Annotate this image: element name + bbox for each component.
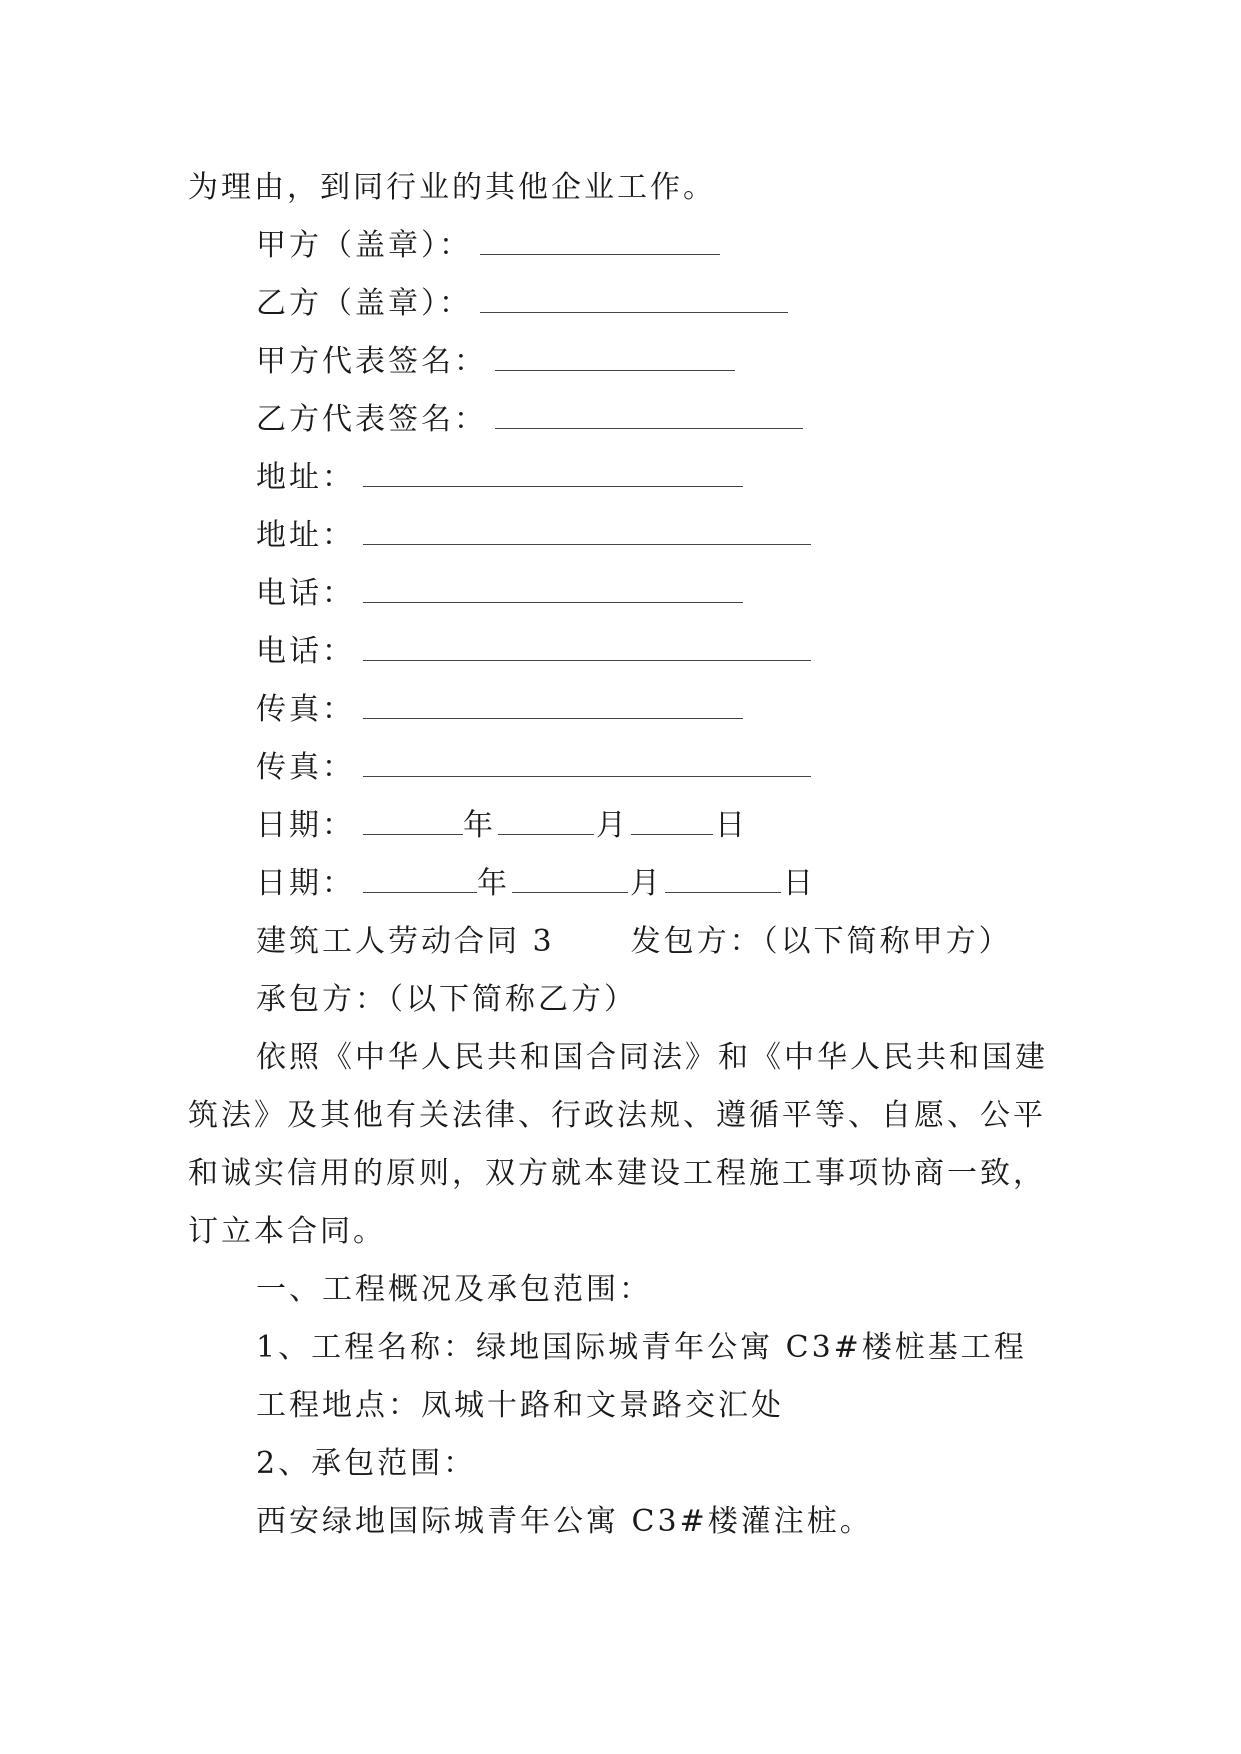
date-b-row: [256, 864, 816, 904]
party-b-seal-row: [256, 284, 788, 324]
party-a-rep-label: 甲方代表签名：: [256, 344, 487, 379]
paragraph-line: 筑法》及其他有关法律、行政法规、遵循平等、自愿、公平: [188, 1098, 1046, 1133]
address-b-row: [256, 516, 811, 556]
date-b-month-blank[interactable]: [512, 866, 628, 893]
party-b-rep-blank[interactable]: [495, 402, 803, 429]
phone-b-blank[interactable]: [363, 634, 811, 661]
contract-title: 建筑工人劳动合同 3: [256, 924, 555, 959]
paragraph-line: 依照《中华人民共和国合同法》和《中华人民共和国建: [256, 1040, 1048, 1075]
scope-heading: 2、承包范围：: [256, 1446, 477, 1481]
party-a-rep-blank[interactable]: [495, 344, 735, 371]
date-a-month-unit: 月: [596, 808, 629, 843]
date-b-label: 日期：: [256, 866, 355, 901]
project-location-line: 工程地点：凤城十路和文景路交汇处: [256, 1388, 784, 1423]
phone-a-label: 电话：: [256, 576, 355, 611]
date-a-label: 日期：: [256, 808, 355, 843]
phone-a-row: [256, 574, 743, 614]
party-a-seal-label: 甲方（盖章）：: [256, 228, 472, 263]
address-a-label: 地址：: [256, 460, 355, 495]
project-name-line: 1、工程名称：绿地国际城青年公寓 C3#楼桩基工程: [256, 1330, 1027, 1365]
party-a-rep-row: [256, 342, 735, 382]
scope-line: 西安绿地国际城青年公寓 C3#楼灌注桩。: [256, 1504, 873, 1539]
fax-b-label: 传真：: [256, 750, 355, 785]
fax-a-label: 传真：: [256, 692, 355, 727]
date-a-row: [256, 806, 748, 846]
fax-a-row: [256, 690, 743, 730]
fax-a-blank[interactable]: [363, 692, 743, 719]
phone-b-label: 电话：: [256, 634, 355, 669]
section-heading: 一、工程概况及承包范围：: [256, 1272, 652, 1307]
date-a-day-blank[interactable]: [631, 808, 713, 835]
date-b-year-unit: 年: [477, 866, 510, 901]
contractor-line: 承包方：（以下简称乙方）: [256, 982, 637, 1017]
date-b-day-unit: 日: [783, 866, 816, 901]
fax-b-row: [256, 748, 811, 788]
party-a-seal-blank[interactable]: [480, 228, 720, 255]
date-a-month-blank[interactable]: [498, 808, 594, 835]
date-b-year-blank[interactable]: [363, 866, 477, 893]
party-a-seal-row: [256, 226, 720, 266]
party-b-seal-label: 乙方（盖章）：: [256, 286, 472, 321]
paragraph-line: 和诚实信用的原则，双方就本建设工程施工事项协商一致，: [188, 1156, 1046, 1191]
party-b-seal-blank[interactable]: [480, 286, 788, 313]
employer-line: 发包方：（以下简称甲方）: [630, 924, 1012, 959]
contract-header-row: [256, 922, 1012, 962]
address-b-blank[interactable]: [363, 518, 811, 545]
date-a-year-blank[interactable]: [363, 808, 463, 835]
party-b-rep-row: [256, 400, 803, 440]
date-a-day-unit: 日: [715, 808, 748, 843]
date-b-month-unit: 月: [630, 866, 663, 901]
party-b-rep-label: 乙方代表签名：: [256, 402, 487, 437]
address-a-row: [256, 458, 743, 498]
fax-b-blank[interactable]: [363, 750, 811, 777]
address-a-blank[interactable]: [363, 460, 743, 487]
date-b-day-blank[interactable]: [665, 866, 781, 893]
phone-a-blank[interactable]: [363, 576, 743, 603]
date-a-year-unit: 年: [463, 808, 496, 843]
phone-b-row: [256, 632, 811, 672]
address-b-label: 地址：: [256, 518, 355, 553]
text-line: 为理由，到同行业的其他企业工作。: [188, 170, 716, 205]
paragraph-line: 订立本合同。: [188, 1214, 386, 1249]
